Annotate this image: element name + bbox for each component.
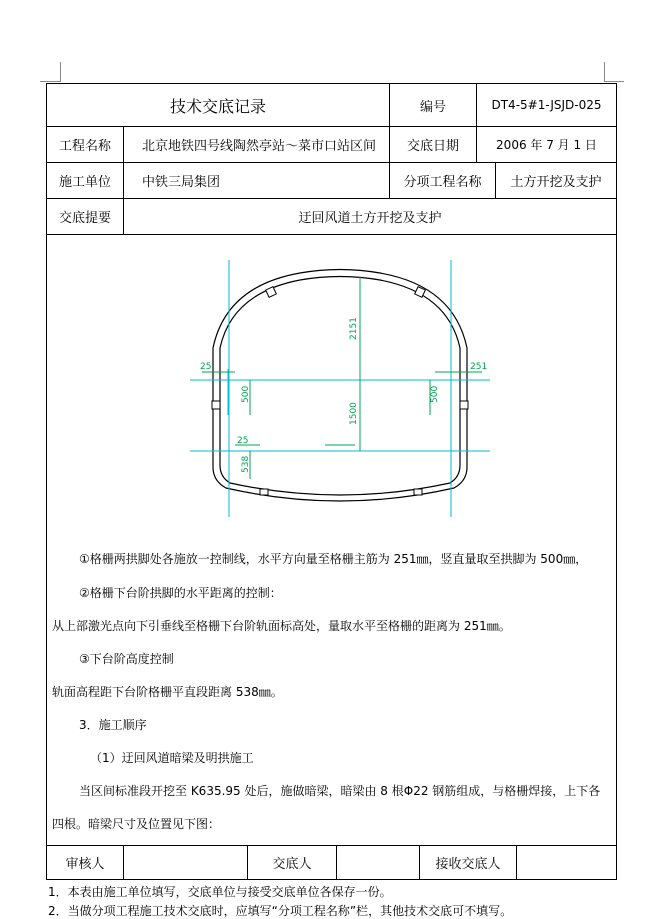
paragraph-6: 3．施工顺序	[79, 718, 147, 732]
date-value: 2006 年 7 月 1 日	[496, 138, 597, 152]
tunnel-section-figure	[180, 255, 500, 520]
subproject-label: 分项工程名称	[403, 175, 482, 190]
summary-value: 迂回风道土方开挖及支护	[298, 211, 442, 226]
code-label: 编号	[419, 99, 446, 115]
dim-left-a: 25	[200, 362, 212, 372]
reviewer-label: 审核人	[65, 857, 105, 872]
date-label: 交底日期	[406, 139, 459, 154]
dimension-labels	[200, 317, 487, 473]
corner-mark	[604, 81, 624, 82]
subproject-value: 土方开挖及支护	[510, 175, 602, 190]
paragraph-3: 从上部激光点向下引垂线至格栅下台阶轨面标高处，量取水平至格栅的距离为 251㎜。	[52, 619, 511, 633]
discloser-label: 交底人	[272, 857, 312, 872]
paragraph-5: 轨面高程距下台阶格栅平直段距离 538㎜。	[52, 685, 283, 699]
note-1: 1．本表由施工单位填写，交底单位与接受交底单位各保存一份。	[48, 885, 392, 899]
unit-value: 中铁三局集团	[142, 175, 221, 190]
receiver-label: 接收交底人	[435, 857, 501, 872]
paragraph-9: 四根。暗梁尺寸及位置见下图：	[52, 817, 221, 831]
paragraph-7: （1）迂回风道暗梁及明拱施工	[90, 751, 254, 765]
dim-left-c: 25	[237, 436, 249, 446]
project-label: 工程名称	[58, 139, 111, 154]
dim-top: 2151	[349, 317, 359, 340]
dim-left-b: 500	[241, 385, 251, 403]
dimension-lines	[202, 277, 482, 479]
paragraph-4: ③下台阶高度控制	[79, 652, 174, 666]
corner-mark	[604, 62, 605, 82]
discloser-signature[interactable]	[337, 846, 419, 879]
paragraph-8: 当区间标准段开挖至 K635.95 处后，施做暗梁，暗梁由 8 根Φ22 钢筋组成，与格栅焊接，上下各	[79, 784, 601, 798]
code-value: DT4-5#1-JSJD-025	[491, 98, 602, 112]
corner-mark	[60, 62, 61, 82]
form-title: 技术交底记录	[169, 96, 266, 116]
dim-right-b: 500	[430, 385, 440, 403]
corner-mark	[40, 81, 60, 82]
paragraph-2: ②格栅下台阶拱脚的水平距离的控制：	[79, 586, 282, 600]
dim-mid: 1500	[349, 402, 359, 425]
note-2: 2．当做分项工程施工技术交底时，应填写“分项工程名称”栏，其他技术交底可不填写。	[48, 904, 513, 918]
summary-label: 交底提要	[58, 211, 111, 226]
unit-label: 施工单位	[58, 175, 111, 190]
project-value: 北京地铁四号线陶然亭站～菜市口站区间	[142, 139, 377, 154]
grid-arch	[213, 270, 467, 502]
cyan-control-lines	[190, 260, 490, 517]
reviewer-signature[interactable]	[124, 846, 247, 879]
paragraph-1: ①格栅两拱脚处各施放一控制线，水平方向量至格栅主筋为 251㎜，竖直量取至拱脚为 500㎜，	[79, 552, 588, 566]
receiver-signature[interactable]	[517, 846, 616, 879]
dim-left-d: 538	[241, 455, 251, 473]
dim-right-a: 251	[470, 362, 488, 372]
